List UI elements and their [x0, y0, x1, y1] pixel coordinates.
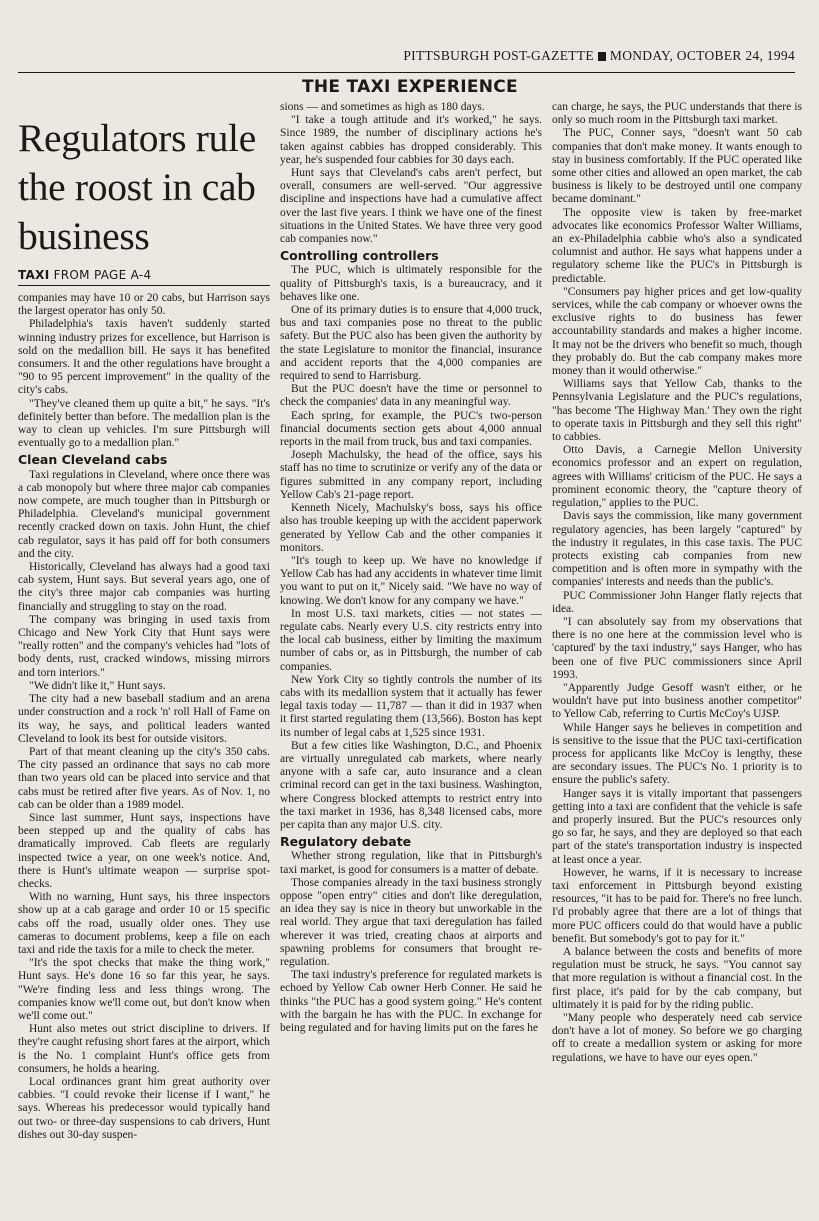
masthead-paper-name: PITTSBURGH POST-GAZETTE: [403, 48, 594, 63]
paragraph: "I can absolutely say from my observations that there is no one here at the commission level who is 'captured' by the taxi industry," says Hanger, who has been one of five PUC commissioners since April 1993.: [552, 615, 802, 681]
paragraph: The PUC, Conner says, "doesn't want 50 cab companies that don't make money. It wants enough to stay in business comfortably. If the PUC operated like some other cities and allowed an open market, the cab business is likely to be destroyed until one company became dominant.": [552, 127, 802, 206]
paragraph: can charge, he says, the PUC understands that there is only so much room in the Pittsburgh taxi market.: [552, 101, 802, 127]
paragraph: Kenneth Nicely, Machulsky's boss, says his office also has trouble keeping up with the accident paperwork generated by Yellow Cab and the other companies it monitors.: [280, 502, 542, 554]
paragraph: However, he warns, if it is necessary to increase taxi enforcement in Pittsburgh beyond existing resources, "it has to be paid for. There's no free lunch. I'd probably agree that there are a lot of things that more PUC officers could do that would have a public benefit. But somebody's got to pay for it.": [552, 866, 802, 945]
paragraph: Hunt says that Cleveland's cabs aren't perfect, but overall, consumers are well-served. "Our aggressive discipline and inspections have had a cumulative affect over the last five years. I think we have one of the finest situations in the United States. We have three very good cab companies now.": [280, 167, 542, 246]
paragraph: "Many people who desperately need cab service don't have a lot of money. So before we go charging off to create a medallion system or asking for more regulations, we have to have our eyes open.": [552, 1012, 802, 1064]
paragraph: Taxi regulations in Cleveland, where once there was a cab monopoly but where three major cab companies now compete, are much tougher than in Pittsburgh or Philadelphia. Cleveland's municipal government recently cracked down on taxis. John Hunt, the chief cab regulator, says it has paid off for both consumers and the city.: [18, 468, 270, 560]
paragraph: A balance between the costs and benefits of more regulation must be struck, he says. "You cannot say that more regulation is without a financial cost. In the first place, it's paid for by the cab company, but ultimately it is paid for by the riding public.: [552, 946, 802, 1011]
paragraph: Hanger says it is vitally important that passengers getting into a taxi are confident that the vehicle is safe and properly insured. But the PUC's resources only go so far, he says, and they are deployed so that each part of the state's transportation industry is inspected at least once a year.: [552, 787, 802, 866]
section-heading: THE TAXI EXPERIENCE: [302, 77, 518, 97]
paragraph: The city had a new baseball stadium and an arena under construction and a rock 'n' roll Hall of Fame on its way, he says, and political leaders wanted Cleveland to look its best for outside visitors.: [18, 693, 270, 745]
paragraph: PUC Commissioner John Hanger flatly rejects that idea.: [552, 589, 802, 615]
paragraph: Since last summer, Hunt says, inspections have been stepped up and the quality of cabs has dramatically improved. Cab fleets are regularly inspected twice a year, on one week's notice. And, there is Hunt's ultimate weapon — surprise spot-checks.: [18, 811, 270, 890]
masthead-date: MONDAY, OCTOBER 24, 1994: [609, 48, 795, 63]
paragraph: "Apparently Judge Gesoff wasn't either, or he wouldn't have put into business another competitor" to Yellow Cab, referring to Curtis McCoy's UJSP.: [552, 681, 802, 721]
paragraph: New York City so tightly controls the number of its cabs with its medallion system that it actually has fewer legal taxis today — 11,787 — than it did in 1937 when it first started regulating them (13,566). Boston has kept its number of legal cabs at 1,525 since 1931.: [280, 673, 542, 739]
jump-line: [18, 268, 270, 286]
paragraph: companies may have 10 or 20 cabs, but Harrison says the largest operator has only 50.: [18, 292, 270, 318]
paragraph: But the PUC doesn't have the time or personnel to check the companies' data in any meaningful way.: [280, 383, 542, 409]
article-column-2: [280, 101, 542, 1212]
masthead-separator-square: [598, 52, 606, 61]
jump-label: TAXI: [18, 268, 50, 282]
masthead: [18, 48, 795, 73]
paragraph: "I take a tough attitude and it's worked," he says. Since 1989, the number of disciplinary actions he's taken against cabbies has dropped considerably. This year, he's suspended four cabbies for 30 days each.: [280, 114, 542, 166]
paragraph: In most U.S. taxi markets, cities — not states — regulate cabs. Nearly every U.S. city restricts entry into the local cab business, either by limiting the maximum number of cabs or, as in Pittsburgh, the number of cab companies.: [280, 607, 542, 673]
paragraph: sions — and sometimes as high as 180 days.: [280, 101, 485, 113]
paragraph: But a few cities like Washington, D.C., and Phoenix are virtually unregulated cab markets, where nearly anyone with a safe car, auto insurance and a clean criminal record can get in the taxi business. Washington, where Congress blocked attempts to restrict entry into the taxi market in 1936, has 8,348 licensed cabs, more per capita than any major U.S. city.: [280, 739, 542, 831]
paragraph: The company was bringing in used taxis from Chicago and New York City that Hunt says were "really rotten" and the company's vehicles had "lots of body dents, rust, cracked windows, missing mirrors and torn interiors.": [18, 613, 270, 679]
paragraph: Local ordinances grant him great authority over cabbies. "I could revoke their license if I want," he says. Whereas his predecessor would typically hand out two- or three-day suspensions to cab drivers, Hunt dishes out 30-day suspen-: [18, 1075, 270, 1141]
paragraph: With no warning, Hunt says, his three inspectors show up at a cab garage and order 10 or 15 specific cabs off the road, usually older ones. They use cameras to document problems, keep a file on each taxi and ride the taxis for a mile to check the meter.: [18, 891, 270, 956]
paragraph: "Consumers pay higher prices and get low-quality services, while the cab company or whoever owns the exclusive rights to do business has fewer accountability standards and makes a higher income. It may not be the drivers who benefit so much, though they probably do. But the cab company makes more money than it would otherwise.": [552, 285, 802, 378]
paragraph: Philadelphia's taxis haven't suddenly started winning industry prizes for excellence, but Harrison is sold on the medallion bill. He says it has benefited consumers. It and the other regulations have brought a "90 to 95 percent improvement" in the quality of the city's cabs.: [18, 318, 270, 397]
paragraph: Joseph Machulsky, the head of the office, says his staff has no time to scrutinize or verify any of the data or figures submitted in any company report, including Yellow Cab's 21-page report.: [280, 449, 542, 501]
paragraph: Historically, Cleveland has always had a good taxi cab system, Hunt says. But several years ago, one of the city's three major cab companies was hurting financially and struggling to stay on the road.: [18, 561, 270, 613]
paragraph: "It's tough to keep up. We have no knowledge if Yellow Cab has had any accidents in whatever time limit you want to put on it," Nicely said. "We have no way of knowing. We don't know for any company we have.": [280, 554, 542, 607]
paragraph: Those companies already in the taxi business strongly oppose "open entry" cities and don't like deregulation, an idea they say is nice in theory but unworkable in the real world. They argue that taxi deregulation has failed wherever it was tried, creating chaos at airports and spawning problems for consumers that brought re-regulation.: [280, 876, 542, 968]
paragraph: Part of that meant cleaning up the city's 350 cabs. The city passed an ordinance that says no cab more than two years old can be placed into service and that cabs must be retired after five years. As of Nov. 1, no cab can be older than a 1989 model.: [18, 745, 270, 811]
paragraph: "We didn't like it," Hunt says.: [29, 679, 166, 692]
headline: Regulators rule the roost in cab business: [18, 116, 256, 258]
subheading-controlling-controllers: Controlling controllers: [280, 248, 439, 264]
paragraph: "They've cleaned them up quite a bit," he says. "It's definitely better than before. The medallion plan is the way to clean up vehicles. I'm sure Pittsburgh will eventually go to a medallion plan.": [18, 397, 270, 450]
paragraph: Whether strong regulation, like that in Pittsburgh's taxi market, is good for consumers is a matter of debate.: [280, 850, 542, 876]
jump-text: FROM PAGE A-4: [53, 268, 152, 282]
paragraph: One of its primary duties is to ensure that 4,000 truck, bus and taxi companies pose no threat to the public safety. But the PUC also has been given the authority by the state Legislature to monitor the financial, insurance and accident reports that the 4,000 companies are required to send to Harrisburg.: [280, 304, 542, 383]
paragraph: Otto Davis, a Carnegie Mellon University economics professor and an expert on regulation, agrees with Williams' criticism of the PUC. He says a prominent economic theory, the "capture theory of regulation," applies to the PUC.: [552, 444, 802, 510]
paragraph: Davis says the commission, like many government regulatory agencies, has been largely "captured" by the industry it regulates, in this case taxis. The PUC protects existing cab companies from new competition and is often more in sympathy with the companies' interests and needs than the public's.: [552, 510, 802, 589]
article-column-1: [18, 292, 270, 1212]
article-column-3: [552, 101, 802, 1212]
paragraph: Williams says that Yellow Cab, thanks to the Pennsylvania Legislature and the PUC's regulations, "has become 'The Highway Man.' They own the right to operate taxis in Pittsburgh and they sell this right" to cabbies.: [552, 378, 802, 444]
paragraph: "It's the spot checks that make the thing work," Hunt says. He's done 16 so far this year, he says. "We're finding less and less things wrong. The companies know we'll come out, but don't know when we'll come out.": [18, 957, 270, 1022]
paragraph: Each spring, for example, the PUC's two-person financial documents section gets about 4,000 annual reports in the mail from truck, bus and taxi companies.: [280, 409, 542, 449]
paragraph: The taxi industry's preference for regulated markets is echoed by Yellow Cab owner Herb Conner. He said he thinks "the PUC has a good system going." He's content with the bargain he has with the PUC. In exchange for being regulated and for having limits put on the fares he: [280, 969, 542, 1035]
paragraph: The PUC, which is ultimately responsible for the quality of Pittsburgh's taxis, is a bureaucracy, and it behaves like one.: [280, 264, 542, 303]
subheading-regulatory-debate: Regulatory debate: [280, 834, 412, 850]
subheading-clean-cleveland-cabs: Clean Cleveland cabs: [18, 452, 168, 468]
paragraph: While Hanger says he believes in competition and is sensitive to the issue that the PUC taxi-certification process for applicants like McCoy is lengthy, these are secondary issues. The PUC's No. 1 priority is to ensure the public's safety.: [552, 721, 802, 787]
paragraph: Hunt also metes out strict discipline to drivers. If they're caught refusing short fares at the airport, which is the No. 1 complaint Hunt's office gets from consumers, he holds a hearing.: [18, 1023, 270, 1075]
paragraph: The opposite view is taken by free-market advocates like economics Professor Walter Williams, an ex-Philadelphia cabbie who's also a syndicated columnist and author. He says what happens under a regulatory scheme like the PUC's in Pittsburgh is predictable.: [552, 206, 802, 285]
